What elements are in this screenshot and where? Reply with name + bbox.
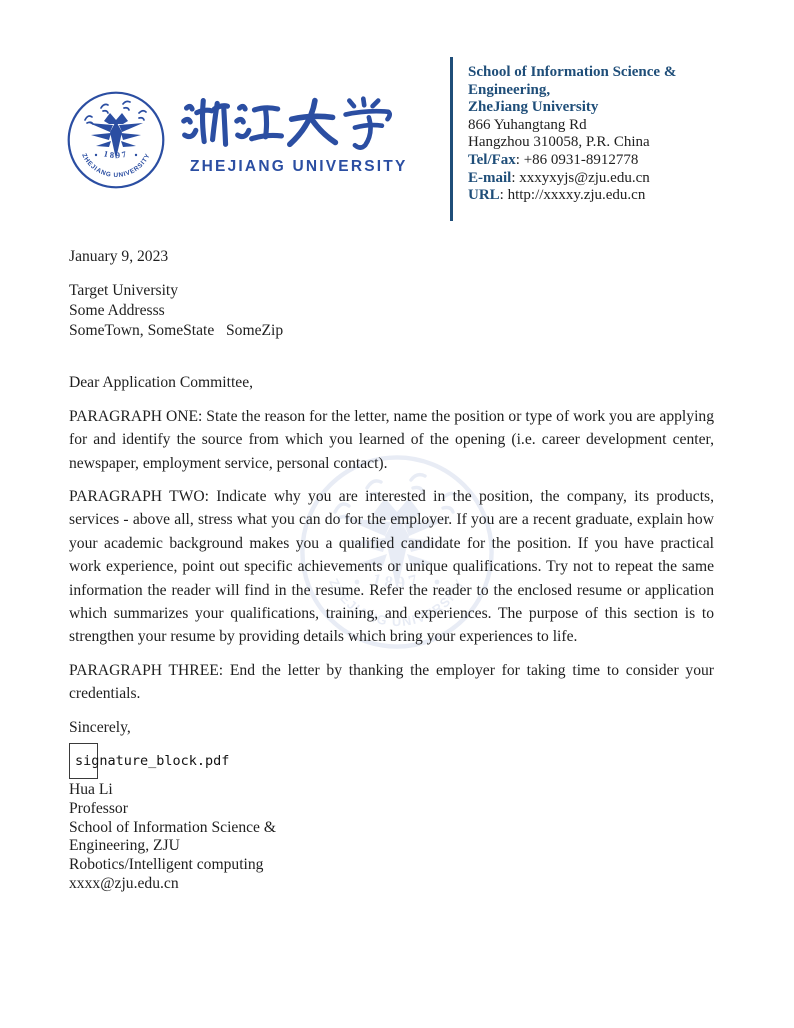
paragraph-three: PARAGRAPH THREE: End the letter by thanking the employer for taking time to consider your credentials. bbox=[69, 661, 714, 703]
letterhead-contact-block bbox=[450, 57, 740, 221]
signer-title: Professor bbox=[69, 799, 128, 817]
signer-dept-line2: Engineering, ZJU bbox=[69, 837, 180, 855]
contact-telfax bbox=[468, 152, 740, 170]
contact-org-line1: School of Information Science & bbox=[468, 64, 677, 80]
signature-placeholder-filename: signature_block.pdf bbox=[75, 753, 230, 770]
contact-org-line3: ZheJiang University bbox=[468, 99, 599, 116]
contact-url bbox=[468, 187, 740, 205]
signer-email: xxxx@zju.edu.cn bbox=[69, 874, 179, 892]
paragraph-one: PARAGRAPH ONE: State the reason for the letter, name the position or type of work you are applying for and identify the source from which you learned of the opening (i.e. career development center, newspaper, employment service, personal contact). bbox=[69, 407, 714, 472]
zju-latin-name: ZHEJIANG UNIVERSITY bbox=[190, 158, 408, 175]
recipient-line: Some Addresss bbox=[69, 302, 165, 320]
recipient-address bbox=[69, 281, 714, 341]
zju-seal-logo bbox=[66, 90, 166, 190]
signer-dept-line1: School of Information Science & bbox=[69, 818, 276, 836]
recipient-line: SomeTown, SomeState SomeZip bbox=[69, 322, 284, 340]
telfax-value: : +86 0931-8912778 bbox=[515, 151, 639, 168]
telfax-label: Tel/Fax bbox=[468, 151, 516, 168]
contact-email bbox=[468, 170, 740, 188]
signature-block bbox=[69, 781, 714, 893]
url-label: URL bbox=[468, 187, 500, 204]
contact-org-line2: Engineering, bbox=[468, 81, 551, 98]
signer-field: Robotics/Intelligent computing bbox=[69, 855, 264, 873]
contact-city: Hangzhou 310058, P.R. China bbox=[468, 134, 650, 151]
letter-date: January 9, 2023 bbox=[69, 248, 169, 265]
email-label: E-mail bbox=[468, 169, 512, 186]
signature-image-placeholder-box bbox=[69, 743, 230, 779]
email-value: : xxxyxyjs@zju.edu.cn bbox=[511, 169, 650, 186]
salutation: Dear Application Committee, bbox=[69, 374, 254, 392]
contact-street: 866 Yuhangtang Rd bbox=[468, 116, 587, 133]
recipient-line: Target University bbox=[69, 282, 179, 300]
zju-calligraphy bbox=[180, 93, 394, 151]
url-value: : http://xxxxy.zju.edu.cn bbox=[499, 187, 646, 204]
signer-name: Hua Li bbox=[69, 781, 113, 799]
letter-body bbox=[69, 245, 714, 893]
paragraph-two: PARAGRAPH TWO: Indicate why you are interested in the position, the company, its products, services - above all, stress what you can do for the employer. If you are a recent graduate, explain how your academic background makes you a qualified candidate for the position. If you have practical work experience, point out specific achievements or unique qualifications. Try not to repeat the same information the reader will find in the resume. Refer the reader to the enclosed resume or application which summarizes your qualifications, training, and experiences. The purpose of this section is to strengthen your resume by providing details which bring your experiences to life. bbox=[69, 488, 714, 646]
closing: Sincerely, bbox=[69, 718, 131, 736]
